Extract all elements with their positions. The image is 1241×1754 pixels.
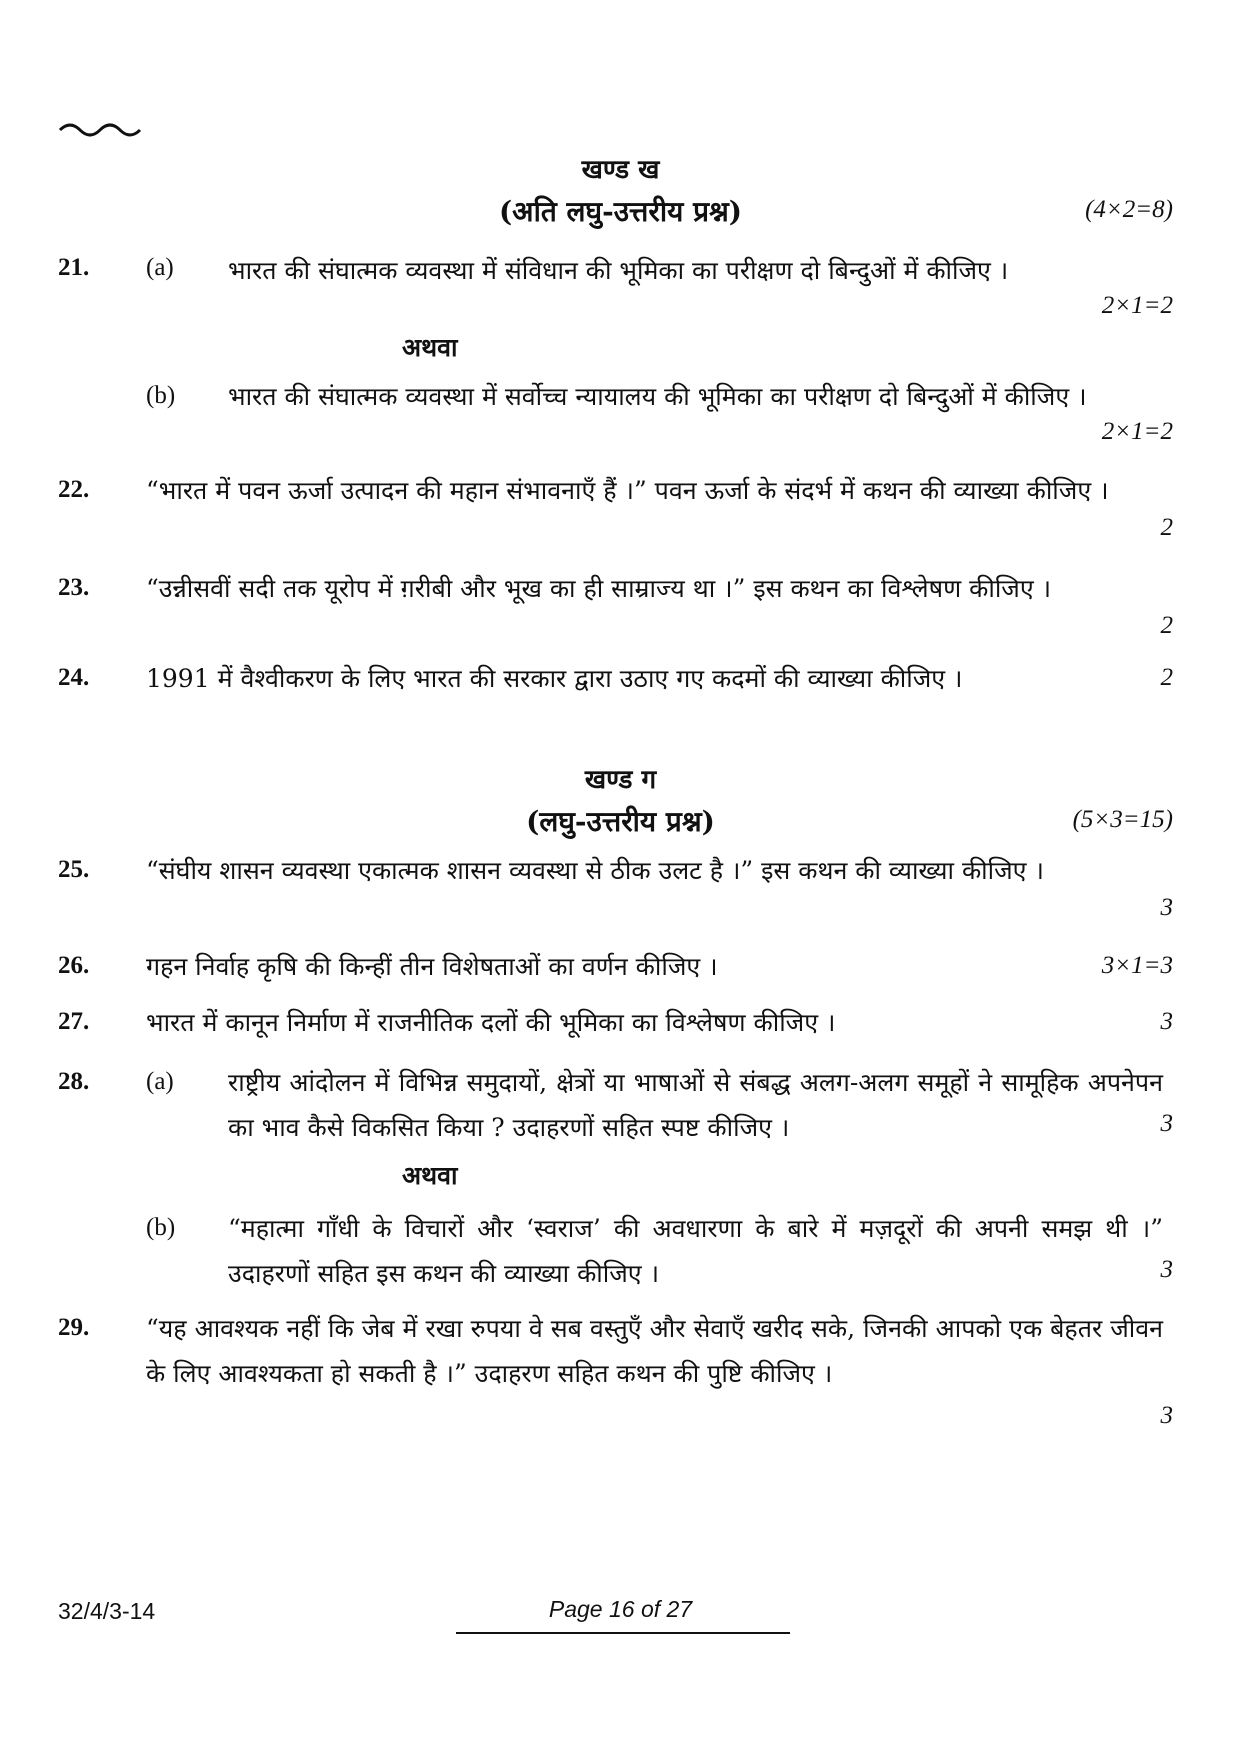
question-number: 22. <box>58 476 90 503</box>
marks: 2 <box>1160 514 1173 541</box>
marks: 3 <box>1160 894 1173 921</box>
question-number: 25. <box>58 856 90 883</box>
question-text: “संघीय शासन व्यवस्था एकात्मक शासन व्यवस्था से ठीक उलट है ।” इस कथन की व्याख्या कीजिए । <box>146 856 1044 885</box>
option-label: (b) <box>146 382 176 409</box>
marks: 3×1=3 <box>1101 952 1173 979</box>
question-text: भारत की संघात्मक व्यवस्था में संविधान की भूमिका का परीक्षण दो बिन्दुओं में कीजिए । <box>228 256 1009 285</box>
question-text: “उन्नीसवीं सदी तक यूरोप में ग़रीबी और भूख का ही साम्राज्य था ।” इस कथन का विश्लेषण कीजिए । <box>146 574 1052 603</box>
section-b-subtitle: (अति लघु-उत्तरीय प्रश्न) <box>498 195 743 228</box>
question-number: 28. <box>58 1068 90 1095</box>
marks: 2 <box>1160 612 1173 639</box>
question-number: 24. <box>58 664 90 691</box>
option-label: (a) <box>146 1068 174 1095</box>
marks: 3 <box>1160 1256 1173 1283</box>
option-label: (b) <box>146 1214 176 1241</box>
question-text: भारत में कानून निर्माण में राजनीतिक दलों की भूमिका का विश्लेषण कीजिए । <box>146 1008 836 1037</box>
footer-rule <box>456 1632 790 1634</box>
page-number: Page 16 of 27 <box>548 1596 693 1622</box>
wave-mark-icon <box>58 118 148 138</box>
question-27 <box>58 1000 1173 1050</box>
marks: 3 <box>1160 1110 1173 1137</box>
question-number: 27. <box>58 1008 90 1035</box>
or-label: अथवा <box>402 333 458 362</box>
question-number: 29. <box>58 1314 90 1341</box>
question-23 <box>58 566 1173 666</box>
question-text: राष्ट्रीय आंदोलन में विभिन्न समुदायों, क्षेत्रों या भाषाओं से संबद्ध अलग-अलग समूहों ने सामूहिक अपनेपन का भाव कैसे विकसित किया ? उदाहरणों सहित स्पष्ट कीजिए । <box>228 1068 1163 1142</box>
marks: 2×1=2 <box>1101 418 1173 445</box>
question-number: 26. <box>58 952 90 979</box>
marks: 2×1=2 <box>1101 292 1173 319</box>
question-number: 21. <box>58 254 90 281</box>
question-text: “यह आवश्यक नहीं कि जेब में रखा रुपया वे सब वस्तुएँ और सेवाएँ खरीद सके, जिनकी आपको एक बेहतर जीवन के लिए आवश्यकता हो सकती है ।” उदाहरण सहित कथन की पुष्टि कीजिए । <box>146 1314 1163 1388</box>
section-c-subtitle: (लघु-उत्तरीय प्रश्न) <box>526 805 715 838</box>
section-c-title: खण्ड ग <box>584 765 657 795</box>
marks: 3 <box>1160 1008 1173 1035</box>
or-label: अथवा <box>402 1161 458 1190</box>
section-b-marks: (4×2=8) <box>1085 196 1173 223</box>
question-28 <box>58 1060 1173 1310</box>
question-number: 23. <box>58 574 90 601</box>
question-text: “भारत में पवन ऊर्जा उत्पादन की महान संभावनाएँ हैं ।” पवन ऊर्जा के संदर्भ में कथन की व्याख्या कीजिए । <box>146 476 1109 505</box>
section-c-marks: (5×3=15) <box>1072 806 1173 833</box>
marks: 3 <box>1160 1402 1173 1429</box>
question-text: भारत की संघात्मक व्यवस्था में सर्वोच्च न्यायालय की भूमिका का परीक्षण दो बिन्दुओं में कीजिए । <box>228 382 1087 411</box>
section-b-title: खण्ड ख <box>581 155 660 185</box>
question-22 <box>58 468 1173 568</box>
question-29 <box>58 1306 1173 1456</box>
marks: 2 <box>1160 664 1173 691</box>
question-text: गहन निर्वाह कृषि की किन्हीं तीन विशेषताओं का वर्णन कीजिए । <box>146 952 718 981</box>
question-25 <box>58 848 1173 948</box>
question-26 <box>58 944 1173 994</box>
question-21 <box>58 248 1173 478</box>
question-text: “महात्मा गाँधी के विचारों और ‘स्वराज’ की अवधारणा के बारे में मज़दूरों की अपनी समझ थी ।” उदाहरणों सहित इस कथन की व्याख्या कीजिए । <box>228 1214 1163 1288</box>
question-24 <box>58 656 1173 706</box>
paper-code: 32/4/3-14 <box>58 1598 156 1624</box>
question-text: 1991 में वैश्वीकरण के लिए भारत की सरकार द्वारा उठाए गए कदमों की व्याख्या कीजिए । <box>146 664 963 693</box>
option-label: (a) <box>146 254 174 281</box>
